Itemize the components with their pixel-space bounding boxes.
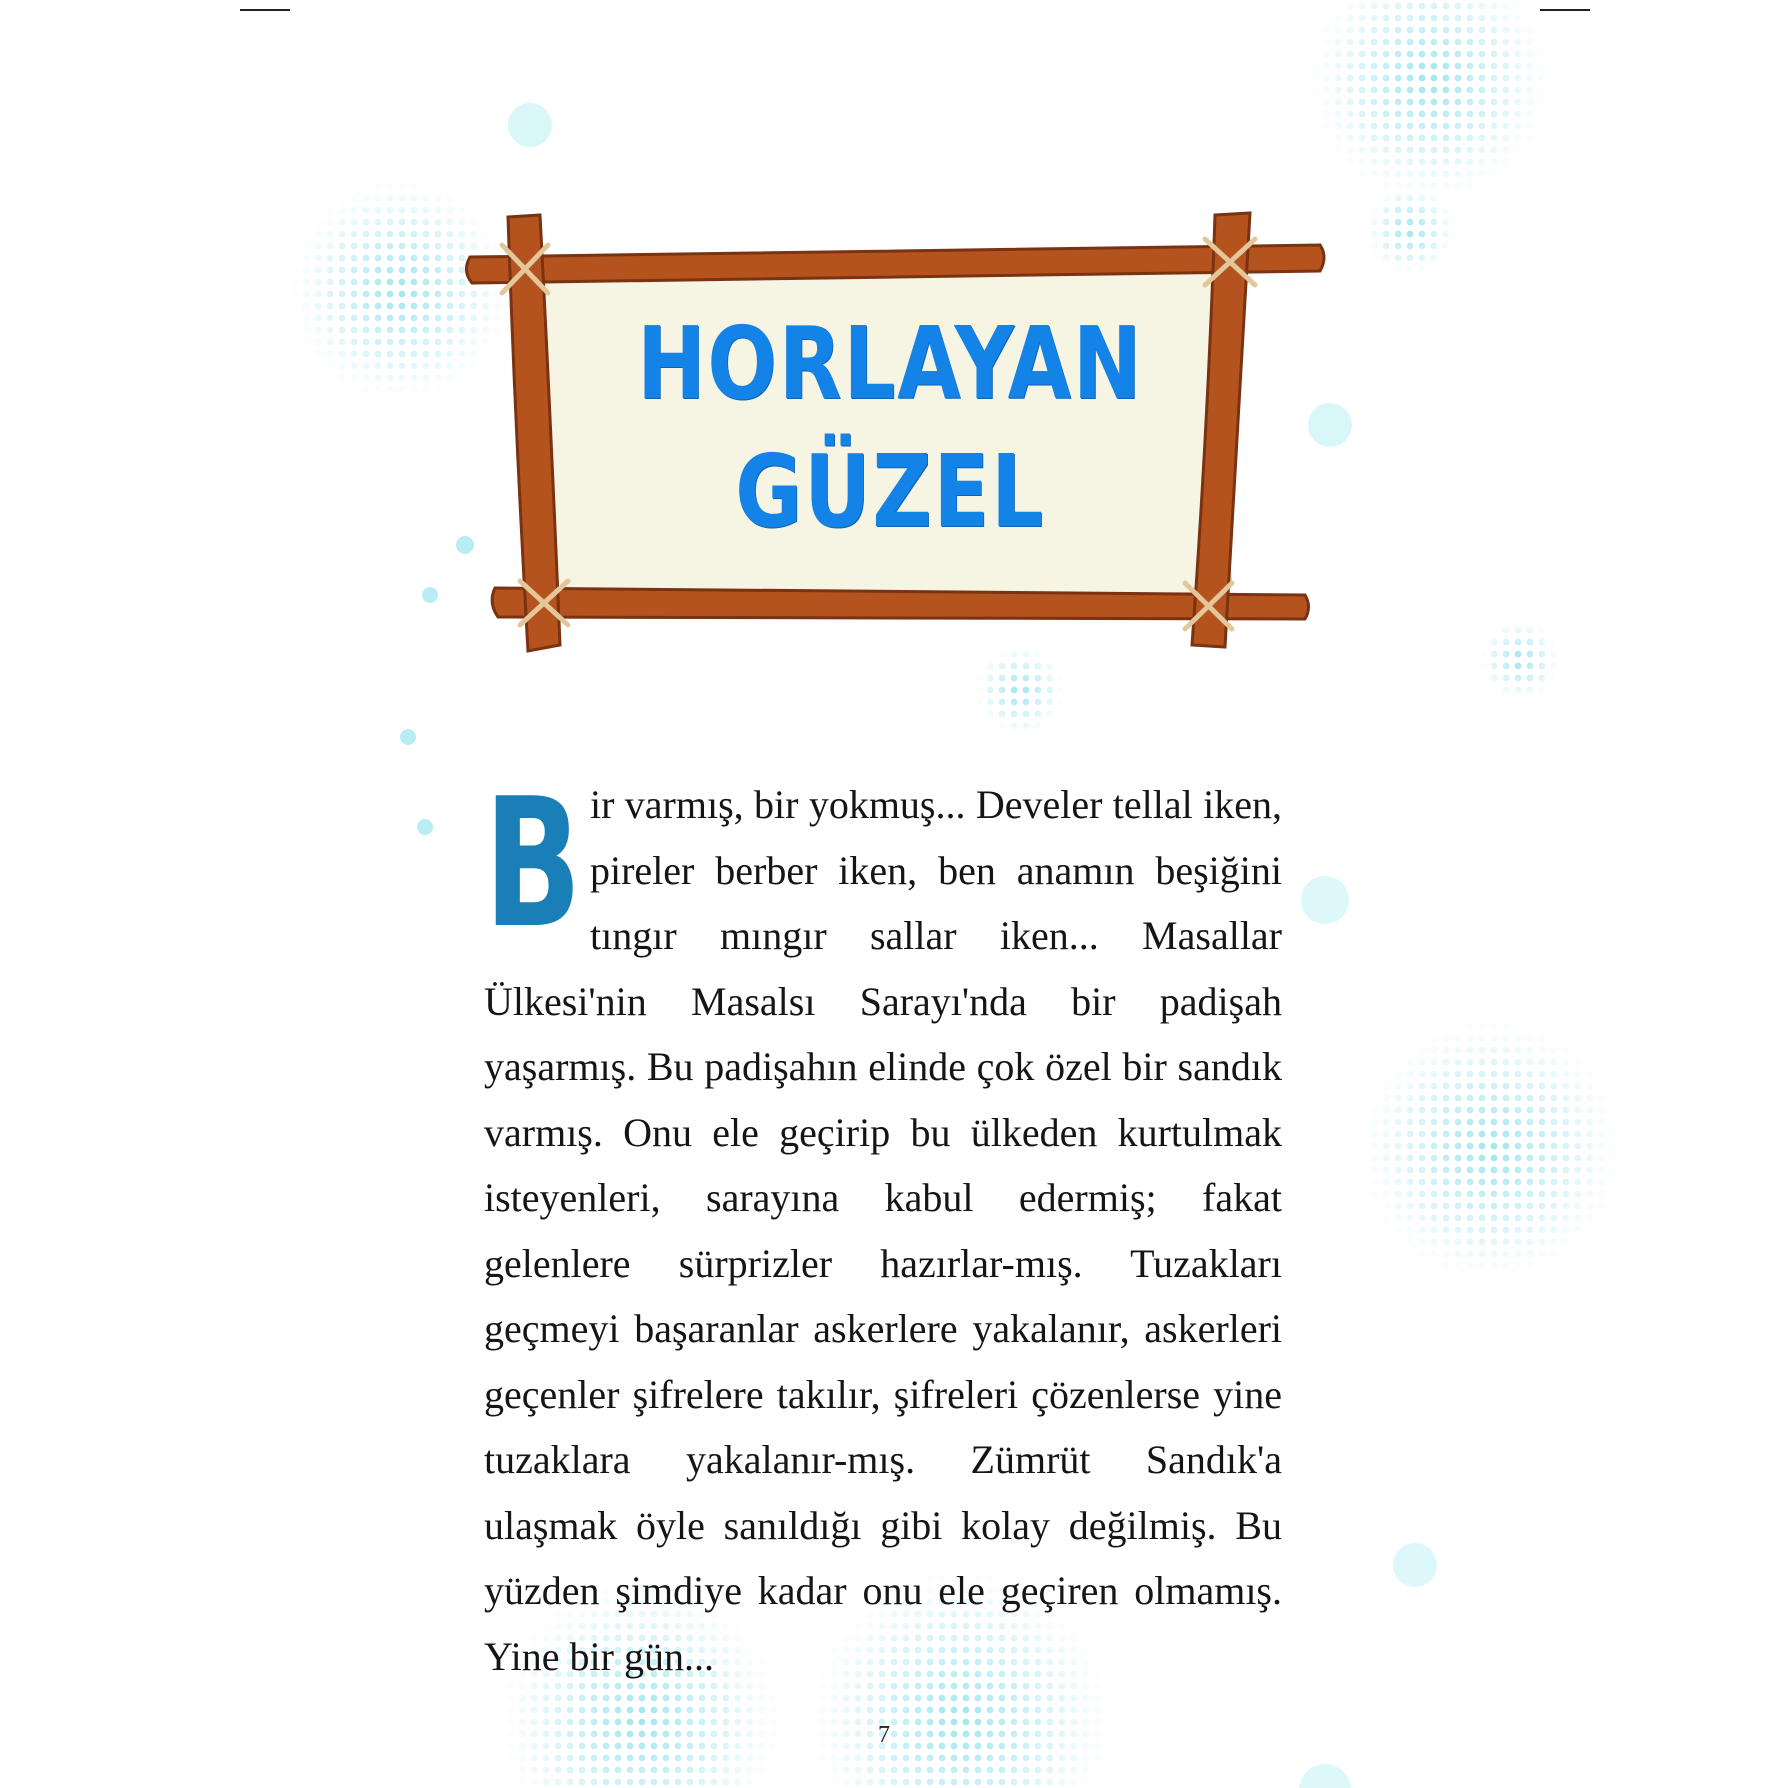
story-text: ir varmış, bir yokmuş... Develer tellal iken, pireler berber iken, ben anamın beşiğini tıngır mıngır sallar iken... Masallar Ülkesi'nin Masalsı Sarayı'nda bir padişah yaşarmış. Bu padişahın elinde çok özel bir sandık varmış. Onu ele geçirip bu ülkeden kurtulmak isteyenleri, sarayına kabul edermiş; fakat gelenlere sürprizler hazırlar-mış. Tuzakları geçmeyi başaranlar askerlere yakalanır, askerleri geçenler şifrelere takılır, şifreleri çözenlerse yine tuzaklara yakalanır-mış. Zümrüt Sandık'a ulaşmak öyle sanıldığı gibi kolay değilmiş. Bu yüzden şimdiye kadar onu ele geçiren olmamış. Yine bir gün... [484,782,1282,1679]
story-paragraph [484,760,1282,1689]
chapter-title [560,300,1220,570]
chapter-title-line-2: GÜZEL [735,433,1045,550]
crop-mark-right [1540,9,1590,11]
crop-mark-left [240,9,290,11]
page-number: 7 [878,1722,890,1748]
chapter-title-line-1: HORLAYAN [636,305,1144,422]
drop-cap: B [484,760,582,967]
